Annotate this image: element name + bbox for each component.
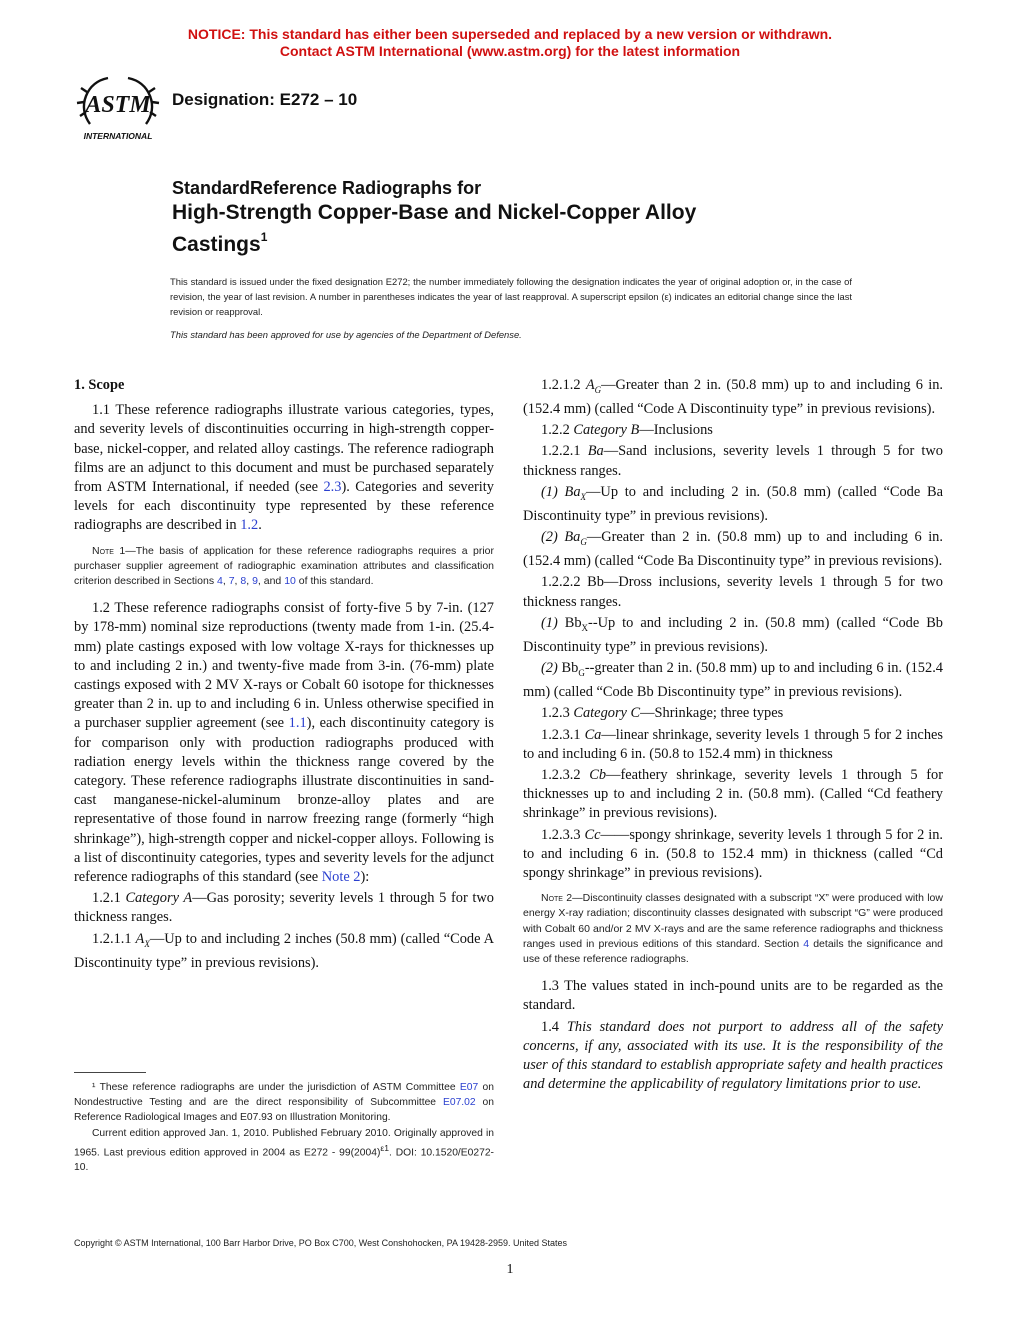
paragraph-1-2-2-1: 1.2.2.1 Ba—Sand inclusions, severity levels 1 through 5 for two thickness ranges. bbox=[523, 443, 944, 479]
paragraph-1-2-1-2: 1.2.1.2 $A_G—Greater$ than 2 in. (50.8 mm) up to and including 6 in. (152.4 mm) (called “Code A Discontinuity type” in previous revisions). bbox=[523, 377, 943, 418]
paragraph-1-2-2: 1.2.2 Category B—Inclusions bbox=[541, 422, 713, 439]
ref-link-2-3[interactable]: 2.3 bbox=[323, 479, 342, 496]
paragraph-1-2: 1.2 These reference radiographs consist of forty-five 5 by 7-in. (127 by 178-mm) nominal size reproductions (twenty made from 1-in. (25.4-mm) plate castings exposed with low voltage X-rays for thicknesses up to and including 2 in.) and twenty-five made from 3-in. (76-mm) plate castings exposed with 2 MV X-rays or Cobalt 60 isotope for thicknesses greater than 2 in. up to and including 6 in. Unless otherwise specified in a purchaser supplier agreement (see 1.1), each discontinuity category is for comparison only with production radiographs produced with radiation energy levels within the thickness range covered by the category. These reference radiographs illustrate discontinuities in sand-cast manganese-nickel-aluminum bronze-alloy plates and are representative of those found in narrow freezing range (formerly “high shrinkage”), high-strength copper and nickel-copper alloys. Following is a list of discontinuity categories, types and severity levels for the adjunct reference radiographs of this standard (see Note 2): bbox=[74, 600, 494, 886]
notice-line-1: NOTICE: This standard has either been superseded and replaced by a new version or withdrawn. bbox=[187, 26, 833, 42]
paragraph-1-2-2-2-1: (1) $Bb_X--Up$ to and including 2 in. (50.8 mm) (called “Code Bb Discontinuity type” in previous revisions). bbox=[523, 614, 943, 655]
committee-link-e07[interactable]: E07 bbox=[459, 1082, 479, 1093]
paragraph-1-2-2-2: 1.2.2.2 Bb—Dross inclusions, severity levels 1 through 5 for two thickness ranges. bbox=[523, 574, 943, 610]
designation: Designation: E272 – 10 bbox=[172, 90, 358, 109]
paragraph-1-2-2-2-2: (2) $Bb_G-$-greater than 2 in. (50.8 mm) up to and including 6 in. (152.4 mm) (called “Code Bb Discontinuity type” in previous revisions). bbox=[523, 660, 943, 701]
copyright-line: Copyright © ASTM International, 100 Barr Harbor Drive, PO Box C700, West Conshohocken, PA 19428-2959. United States bbox=[74, 1238, 568, 1248]
paragraph-1-3: 1.3 The values stated in inch-pound units are to be regarded as the standard. bbox=[523, 978, 943, 1014]
logo-text: ASTM bbox=[85, 92, 151, 118]
ref-link-1-2[interactable]: 1.2 bbox=[240, 517, 259, 534]
title-footnote-mark: 1 bbox=[260, 230, 268, 244]
paragraph-1-2-1-1: 1.2.1.1 $A_X—Up$ to and including 2 inches (50.8 mm) (called “Code A Discontinuity type” in previous revisions). bbox=[74, 930, 495, 971]
supersession-notice bbox=[0, 26, 1020, 60]
dod-approval-statement: This standard has been approved for use by agencies of the Department of Defense. bbox=[170, 329, 522, 340]
ref-link-1-1[interactable]: 1.1 bbox=[288, 715, 307, 732]
left-column bbox=[74, 376, 494, 975]
paragraph-1-2-3-1: 1.2.3.1 Ca—linear shrinkage, severity levels 1 through 5 for 2 inches to and including 6 in. (50.8 to 152.4 mm) in thickness bbox=[523, 726, 944, 762]
ref-link-note-2[interactable]: Note 2 bbox=[321, 869, 361, 886]
note-1: Note 1—The basis of application for these reference radiographs requires a prior purchaser supplier agreement of radiographic examination attributes and classification criterion described in Sections 4, 7, 8, 9, and 10 of this standard. bbox=[74, 544, 494, 588]
right-column bbox=[523, 376, 943, 1096]
footnote-divider bbox=[74, 1072, 146, 1073]
paragraph-1-2-3-3: 1.2.3.3 Cc——spongy shrinkage, severity levels 1 through 5 for 2 in. to and including 6 in. (50.8 to 152.4 mm) in thickness (called “Cd spongy shrinkage” in previous revisions). bbox=[523, 826, 944, 882]
paragraph-1-2-1: 1.2.1 Category A—Gas porosity; severity levels 1 through 5 for two thickness ranges. bbox=[74, 890, 494, 926]
ref-link-section-8[interactable]: 8 bbox=[240, 575, 247, 588]
page-number: 1 bbox=[506, 1262, 514, 1277]
footnote-1: ¹ These reference radiographs are under the jurisdiction of ASTM Committee E07 on Nondestructive Testing and are the direct responsibility of Subcommittee E07.02 on Reference Radiological Images and E07.93 on Illustration Monitoring. Current edition approved Jan. 1, 2010. Published February 2010. Originally approved in 1965. Last previous edition approved in 2004 as $E272 - 99(2004)^{\varepsilon 1}$. DOI: 10.1520/E0272-10. bbox=[74, 1082, 494, 1174]
title-line-2: High-Strength Copper-Base and Nickel-Copper Alloy bbox=[172, 201, 697, 224]
paragraph-1-2-2-1-2: (2) $Ba_G—Greater$ than 2 in. (50.8 mm) up to and including 6 in. (152.4 mm) (called “Code Ba Discontinuity type” in previous revisions). bbox=[523, 529, 943, 570]
ref-link-section-9[interactable]: 9 bbox=[252, 575, 258, 588]
title-line-1: StandardReference Radiographs for bbox=[172, 178, 482, 198]
ref-link-section-10[interactable]: 10 bbox=[284, 575, 296, 588]
astm-logo bbox=[72, 72, 164, 144]
note-2: Note 2—Discontinuity classes designated with a subscript “X” were produced with low energy X-ray radiation; discontinuity classes designated with subscript “G” were produced with Cobalt 60 and/or 2 MV X-rays and are the same reference radiographs and thickness ranges used in previous editions of this standard. Section 4 details the significance and use of these reference radiographs. bbox=[523, 892, 944, 966]
notice-line-2: Contact ASTM International (www.astm.org) for the latest information bbox=[279, 43, 741, 59]
ref-link-section-4[interactable]: 4 bbox=[217, 575, 223, 588]
paragraph-1-1: 1.1 These reference radiographs illustrate various categories, types, and severity levels of discontinuities occurring in high-strength copper-base, nickel-copper, and related alloy castings. The reference radiograph films are an adjunct to this document and must be purchased separately from ASTM International, if needed (see 2.3). Categories and severity levels for each discontinuity type represented by these reference radiographs are described in 1.2. bbox=[74, 402, 494, 534]
subcommittee-link-e07-02[interactable]: E07.02 bbox=[442, 1097, 476, 1109]
logo-subtext: INTERNATIONAL bbox=[83, 131, 153, 141]
ref-link-section-7[interactable]: 7 bbox=[228, 575, 235, 588]
ref-link-section-4-note2[interactable]: 4 bbox=[803, 937, 810, 950]
issuance-statement: This standard is issued under the fixed designation E272; the number immediately following the designation indicates the year of original adoption or, in the case of revision, the year of last revision. A number in parentheses indicates the year of last reapproval. A superscript epsilon (ε) indicates an editorial change since the last revision or reapproval. bbox=[170, 276, 852, 317]
title-line-3 bbox=[172, 226, 932, 258]
section-heading-scope: 1. Scope bbox=[74, 377, 125, 393]
paragraph-1-2-3: 1.2.3 Category C—Shrinkage; three types bbox=[541, 705, 784, 722]
document-title bbox=[172, 177, 932, 258]
title-line-3-text: Castings bbox=[172, 233, 261, 256]
paragraph-1-2-3-2: 1.2.3.2 Cb—feathery shrinkage, severity levels 1 through 5 for thicknesses up to and including 2 in. (50.8 mm). (Called “Cd feathery shrinkage” in previous revisions). bbox=[523, 767, 944, 822]
paragraph-1-4: 1.4 This standard does not purport to address all of the safety concerns, if any, associated with its use. It is the responsibility of the user of this standard to establish appropriate safety and health practices and determine the applicability of regulatory limitations prior to use. bbox=[523, 1018, 943, 1093]
paragraph-1-2-2-1-1: (1) $Ba_X—Up$ to and including 2 in. (50.8 mm) (called “Code Ba Discontinuity type” in previous revisions). bbox=[523, 483, 943, 524]
